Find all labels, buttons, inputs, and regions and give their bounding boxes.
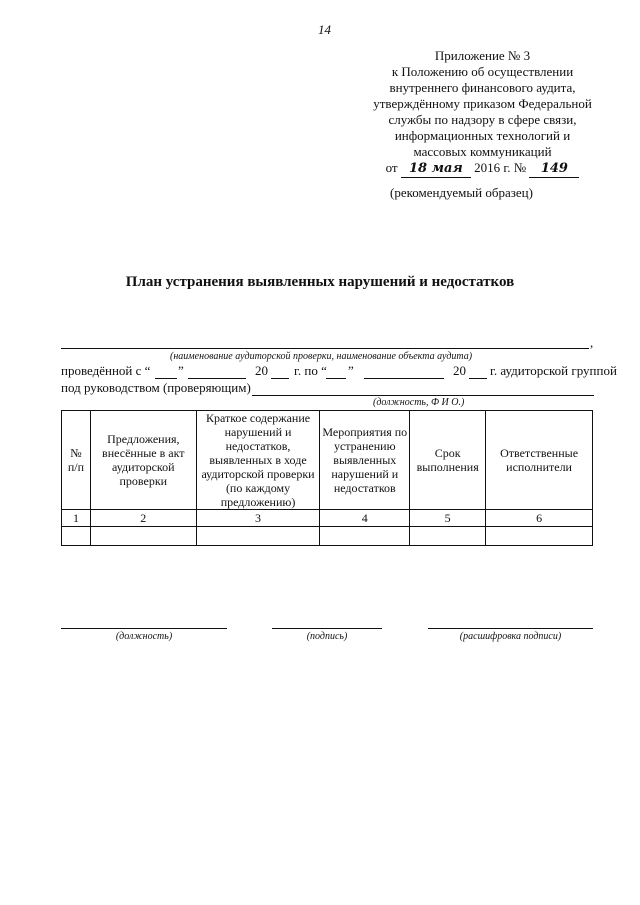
table-cell xyxy=(410,527,486,546)
to-label: г. по “ xyxy=(294,363,327,378)
order-date-line xyxy=(355,160,610,178)
column-header: Краткое содержание нарушений и недостатков, выявленных в ходе аудиторской проверки (по каждому предложению) xyxy=(196,411,320,510)
table-cell xyxy=(90,527,196,546)
year1-blank xyxy=(271,378,289,379)
audit-name-line xyxy=(61,348,589,349)
quote-close-1: ” xyxy=(178,363,184,378)
header-line: службы по надзору в сфере связи, xyxy=(388,112,577,127)
header-line: Приложение № 3 xyxy=(434,48,531,63)
column-number-row xyxy=(62,510,593,527)
page-number: 14 xyxy=(318,22,331,37)
appendix-header xyxy=(355,48,610,178)
audit-group-label: г. аудиторской группой xyxy=(490,363,617,378)
column-header: Срок выполнения xyxy=(410,411,486,510)
day2-blank xyxy=(326,378,346,379)
year-text: 2016 г. № xyxy=(474,160,527,175)
audit-comma: , xyxy=(590,335,594,350)
column-number: 2 xyxy=(90,510,196,527)
header-line: информационных технологий и xyxy=(394,128,571,143)
handwritten-number: 149 xyxy=(529,160,579,178)
column-number: 3 xyxy=(196,510,320,527)
table-cell xyxy=(486,527,593,546)
position-signature-line xyxy=(61,628,227,629)
signature-line xyxy=(272,628,382,629)
month2-blank xyxy=(364,378,444,379)
signature-caption: (подпись) xyxy=(306,631,348,642)
table-cell xyxy=(62,527,91,546)
header-line: к Положению об осуществлении xyxy=(391,64,574,79)
day1-blank xyxy=(155,378,177,379)
column-header: № п/п xyxy=(62,411,91,510)
column-number: 5 xyxy=(410,510,486,527)
leadership-label: под руководством (проверяющим) xyxy=(61,380,251,395)
date-prefix: от xyxy=(385,160,398,175)
column-number: 6 xyxy=(486,510,593,527)
header-line: утверждённому приказом Федеральной xyxy=(373,96,592,111)
quote-close-2: ” xyxy=(348,363,354,378)
year2-blank xyxy=(469,378,487,379)
decoding-signature-line xyxy=(428,628,593,629)
column-header: Предложения, внесённые в акт аудиторской проверки xyxy=(90,411,196,510)
position-caption: (должность) xyxy=(115,631,173,642)
audit-name-caption: (наименование аудиторской проверки, наименование объекта аудита) xyxy=(170,351,473,362)
column-number: 4 xyxy=(320,510,410,527)
column-header: Ответственные исполнители xyxy=(486,411,593,510)
leader-blank xyxy=(252,395,594,396)
year2-prefix: 20 xyxy=(453,363,466,378)
empty-entry-row xyxy=(62,527,593,546)
table-cell xyxy=(196,527,320,546)
year1-prefix: 20 xyxy=(255,363,268,378)
conducted-from-label: проведённой с “ xyxy=(61,363,151,378)
handwritten-date: 18 мая xyxy=(401,160,471,178)
recommended-sample-note: (рекомендуемый образец) xyxy=(390,185,533,200)
document-title: План устранения выявленных нарушений и недостатков xyxy=(125,274,515,290)
decoding-caption: (расшифровка подписи) xyxy=(459,631,562,642)
month1-blank xyxy=(188,378,246,379)
column-header: Мероприятия по устранению выявленных нарушений и недостатков xyxy=(320,411,410,510)
table-cell xyxy=(320,527,410,546)
leader-caption: (должность, Ф И О.) xyxy=(373,397,465,408)
table-header-row xyxy=(62,411,593,510)
header-line: внутреннего финансового аудита, xyxy=(389,80,576,95)
column-number: 1 xyxy=(62,510,91,527)
header-line: массовых коммуникаций xyxy=(413,144,552,159)
plan-table xyxy=(61,410,593,546)
